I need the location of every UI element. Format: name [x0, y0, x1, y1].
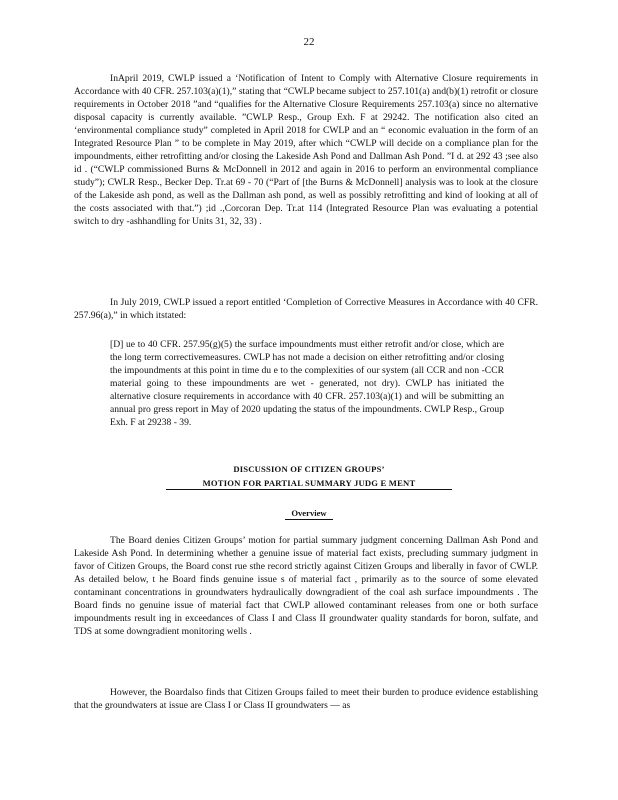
- heading-underline: [166, 489, 452, 490]
- paragraph-however: [74, 686, 538, 712]
- section-heading-line-1: DISCUSSION OF CITIZEN GROUPS’: [233, 464, 385, 474]
- paragraph-notification: [74, 72, 538, 228]
- paragraph-notification-text: InApril 2019, CWLP issued a ‘Notification of Intent to Comply with Alternative Closure requirements in Accordance with 40 CFR. 257.103(a)(1),” stating that “CWLP became subject to 257.101(a) and(b)(1) retrofit or closure requirements in October 2018 ”and “qualifies for the Alternative Closure Requirements 257.103(a) since no alternative disposal capacity is currently available. ”CWLP Resp., Group Exh. F at 29242. The notification also cited an ‘environmental compliance study” completed in April 2018 for CWLP and an “ economic evaluation in the form of an Integrated Resource Plan ” to be complete in May 2019, after which “CWLP will decide on a compliance plan for the impoundments, either retrofitting and/or closing the Lakeside Ash Pond and Dallman Ash Pond. ”I d. at 292 43 ;see also id . (“CWLP commissioned Burns & McDonnell in 2012 and again in 2016 to perform an environmental compliance study”); CWLR Resp., Becker Dep. Tr.at 69 - 70 (“Part of [the Burns & McDonnell] analysis was to look at the closure of the Lakeside ash pond, as well as the Dallman ash pond, as well as possibly retrofitting and kind of looking at all of the costs associated with that.”) ;id .,Corcoran Dep. Tr.at 114 (Integrated Resource Plan was evaluating a potential switch to dry -ashhandling for Units 31, 32, 33) .: [74, 73, 538, 227]
- page-number: 22: [303, 36, 315, 48]
- subheading-overview-text: Overview: [285, 508, 332, 520]
- paragraph-however-text: However, the Boardalso finds that Citizen Groups failed to meet their burden to produce evidence establishing that the groundwaters at issue are Class I or Class II groundwaters — as: [74, 687, 538, 711]
- section-heading-line-2: MOTION FOR PARTIAL SUMMARY JUDG E MENT: [202, 478, 416, 488]
- paragraph-report: [74, 296, 538, 322]
- paragraph-report-text: In July 2019, CWLP issued a report entitled ‘Completion of Corrective Measures in Accordance with 40 CFR. 257.96(a),” in which itstated:: [74, 297, 538, 321]
- block-quote: [D] ue to 40 CFR. 257.95(g)(5) the surface impoundments must either retrofit and/or close, which are the long term correctivemeasures. CWLP has not made a decision on either retrofitting and/or closing the impoundments at this point in time du e to the complexities of our system (all CCR and non -CCR material going to these impoundments are wet - generated, not dry). CWLP has initiated the alternative closure requirements in accordance with 40 CFR. 257.103(a)(1) and will be submitting an annual pro gress report in May of 2020 updating the status of the impoundments. CWLP Resp., Group Exh. F at 29238 - 39.: [110, 339, 504, 428]
- subheading-overview: [0, 508, 618, 518]
- paragraph-board-denies-text: The Board denies Citizen Groups’ motion for partial summary judgment concerning Dallman Ash Pond and Lakeside Ash Pond. In determining whether a genuine issue of material fact exists, precluding summary judgment in favor of Citizen Groups, the Board const rue sthe record strictly against Citizen Groups and liberally in favor of CWLP. As detailed below, t he Board finds genuine issue s of material fact , primarily as to the source of some elevated contaminant concentrations in groundwaters hydraulically downgradient of the coal ash surface impoundments . The Board finds no genuine issue of material fact that CWLP allowed contaminant releases from one or both surface impoundments result ing in exceedances of Class I and Class II groundwater quality standards for boron, sulfate, and TDS at some downgradient monitoring wells .: [74, 535, 538, 637]
- paragraph-board-denies: [74, 534, 538, 638]
